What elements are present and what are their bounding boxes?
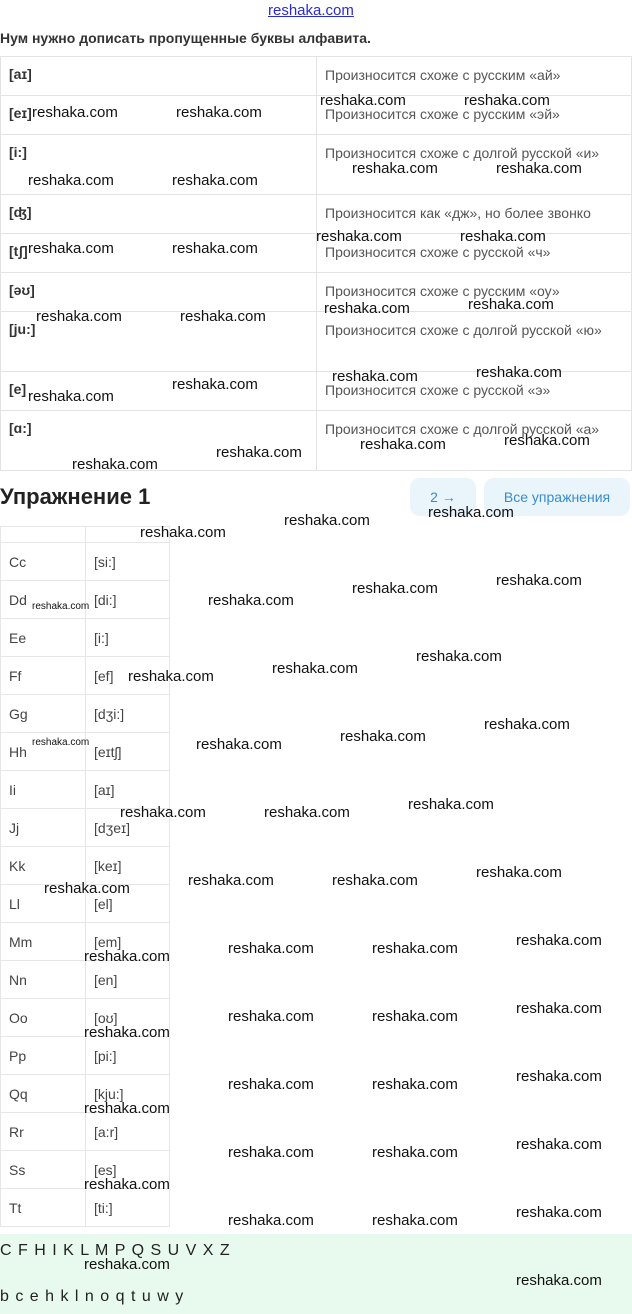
watermark: reshaka.com — [84, 1024, 170, 1041]
table-row — [1, 695, 170, 733]
watermark: reshaka.com — [324, 300, 410, 317]
letter-cell: Nn — [1, 961, 86, 999]
watermark: reshaka.com — [84, 1176, 170, 1193]
phonetic-description: Произносится схоже с долгой русской «и» — [317, 135, 632, 195]
watermark: reshaka.com — [360, 436, 446, 453]
transcription-cell: [es] — [86, 1151, 170, 1189]
transcription-cell: [keɪ] — [86, 847, 170, 885]
phonetic-description: Произносится схоже с русской «ч» — [317, 234, 632, 273]
transcription-cell: [el] — [86, 885, 170, 923]
alphabet-table — [0, 526, 170, 1227]
watermark: reshaka.com — [172, 172, 258, 189]
phonetic-symbol: [e] — [1, 372, 317, 411]
table-row — [1, 1113, 170, 1151]
phonetic-symbol: [ju:] — [1, 312, 317, 372]
watermark: reshaka.com — [32, 104, 118, 121]
watermark: reshaka.com — [228, 1076, 314, 1093]
letter-cell: Cc — [1, 543, 86, 581]
watermark: reshaka.com — [468, 296, 554, 313]
letter-cell: Rr — [1, 1113, 86, 1151]
watermark: reshaka.com — [372, 1144, 458, 1161]
table-row — [1, 581, 170, 619]
watermark: reshaka.com — [408, 796, 494, 813]
letter-cell: Ii — [1, 771, 86, 809]
watermark: reshaka.com — [284, 512, 370, 529]
next-exercise-button[interactable]: 2 → — [410, 478, 476, 516]
watermark: reshaka.com — [496, 160, 582, 177]
letter-cell: Ll — [1, 885, 86, 923]
watermark: reshaka.com — [516, 1136, 602, 1153]
watermark: reshaka.com — [504, 432, 590, 449]
phonetic-symbol: [ɑ:] — [1, 411, 317, 471]
letter-cell: Kk — [1, 847, 86, 885]
watermark: reshaka.com — [332, 368, 418, 385]
watermark: reshaka.com — [84, 1100, 170, 1117]
letter-cell: Oo — [1, 999, 86, 1037]
watermark: reshaka.com — [208, 592, 294, 609]
letter-cell: Ee — [1, 619, 86, 657]
watermark: reshaka.com — [216, 444, 302, 461]
watermark: reshaka.com — [228, 1212, 314, 1229]
table-row — [1, 543, 170, 581]
watermark: reshaka.com — [140, 524, 226, 541]
table-row — [1, 771, 170, 809]
watermark: reshaka.com — [228, 1008, 314, 1025]
phonetic-description: Произносится схоже с русским «оу» — [317, 273, 632, 312]
watermark: reshaka.com — [332, 872, 418, 889]
table-row — [1, 961, 170, 999]
transcription-cell: [i:] — [86, 619, 170, 657]
exercise-title: Упражнение 1 — [0, 484, 151, 509]
answer-lowercase: b c e h k l n o q t u w y — [0, 1288, 185, 1305]
letter-cell: Jj — [1, 809, 86, 847]
phonetic-description: Произносится схоже с долгой русской «а» — [317, 411, 632, 471]
phonetic-symbol: [eɪ] — [1, 96, 317, 135]
watermark: reshaka.com — [316, 228, 402, 245]
watermark: reshaka.com — [84, 948, 170, 965]
watermark: reshaka.com — [516, 932, 602, 949]
watermark: reshaka.com — [32, 601, 90, 612]
instruction-text: Нум нужно дописать пропущенные буквы алфавита. — [0, 30, 371, 46]
watermark: reshaka.com — [372, 1076, 458, 1093]
watermark: reshaka.com — [372, 1212, 458, 1229]
table-row — [1, 619, 170, 657]
watermark: reshaka.com — [228, 1144, 314, 1161]
watermark: reshaka.com — [272, 660, 358, 677]
watermark: reshaka.com — [28, 240, 114, 257]
watermark: reshaka.com — [44, 880, 130, 897]
watermark: reshaka.com — [428, 504, 514, 521]
watermark: reshaka.com — [176, 104, 262, 121]
phonetic-symbol: [tʃ] — [1, 234, 317, 273]
all-exercises-button[interactable]: Все упражнения — [484, 478, 630, 516]
watermark: reshaka.com — [196, 736, 282, 753]
watermark: reshaka.com — [228, 940, 314, 957]
transcription-cell: [di:] — [86, 581, 170, 619]
phonetic-description: Произносится схоже с русской «э» — [317, 372, 632, 411]
watermark: reshaka.com — [516, 1204, 602, 1221]
transcription-cell: [pi:] — [86, 1037, 170, 1075]
watermark: reshaka.com — [180, 308, 266, 325]
transcription-cell: [kju:] — [86, 1075, 170, 1113]
transcription-cell: [oʊ] — [86, 999, 170, 1037]
transcription-cell: [ef] — [86, 657, 170, 695]
watermark: reshaka.com — [36, 308, 122, 325]
transcription-cell: [si:] — [86, 543, 170, 581]
answer-uppercase: C F H I K L M P Q S U V X Z — [0, 1242, 231, 1259]
letter-cell: Gg — [1, 695, 86, 733]
transcription-cell: [dʒi:] — [86, 695, 170, 733]
watermark: reshaka.com — [460, 228, 546, 245]
letter-cell: Ss — [1, 1151, 86, 1189]
watermark: reshaka.com — [172, 240, 258, 257]
site-link[interactable]: reshaka.com — [268, 2, 354, 19]
watermark: reshaka.com — [496, 572, 582, 589]
watermark: reshaka.com — [72, 456, 158, 473]
letter-cell: Tt — [1, 1189, 86, 1227]
watermark: reshaka.com — [320, 92, 406, 109]
watermark: reshaka.com — [372, 1008, 458, 1025]
letter-cell: Dd — [1, 581, 86, 619]
phonetic-symbol: [ʤ] — [1, 195, 317, 234]
letter-cell: Mm — [1, 923, 86, 961]
watermark: reshaka.com — [120, 804, 206, 821]
watermark: reshaka.com — [352, 580, 438, 597]
phonetic-description: Произносится как «дж», но более звонко — [317, 195, 632, 234]
phonetic-description: Произносится схоже с русским «эй» — [317, 96, 632, 135]
transcription-cell: [eɪtʃ] — [86, 733, 170, 771]
phonetic-symbol: [aɪ] — [1, 57, 317, 96]
watermark: reshaka.com — [84, 1256, 170, 1273]
watermark: reshaka.com — [516, 1272, 602, 1289]
transcription-cell: [en] — [86, 961, 170, 999]
phonetic-description: Произносится схоже с долгой русской «ю» — [317, 312, 632, 372]
table-row — [1, 57, 632, 96]
transcription-cell: [ti:] — [86, 1189, 170, 1227]
watermark: reshaka.com — [516, 1068, 602, 1085]
watermark: reshaka.com — [172, 376, 258, 393]
watermark: reshaka.com — [484, 716, 570, 733]
letter-cell: Hh — [1, 733, 86, 771]
watermark: reshaka.com — [476, 364, 562, 381]
letter-cell: Pp — [1, 1037, 86, 1075]
watermark: reshaka.com — [32, 737, 90, 748]
phonetic-symbol: [i:] — [1, 135, 317, 195]
watermark: reshaka.com — [28, 172, 114, 189]
watermark: reshaka.com — [352, 160, 438, 177]
phonetic-description: Произносится схоже с русским «ай» — [317, 57, 632, 96]
transcription-cell: [em] — [86, 923, 170, 961]
letter-cell: Qq — [1, 1075, 86, 1113]
letter-cell: Ff — [1, 657, 86, 695]
watermark: reshaka.com — [28, 388, 114, 405]
watermark: reshaka.com — [464, 92, 550, 109]
watermark: reshaka.com — [188, 872, 274, 889]
table-row — [1, 1037, 170, 1075]
phonetic-symbol: [əʊ] — [1, 273, 317, 312]
transcription-cell: [a:r] — [86, 1113, 170, 1151]
watermark: reshaka.com — [264, 804, 350, 821]
watermark: reshaka.com — [516, 1000, 602, 1017]
transcription-cell: [dʒeɪ] — [86, 809, 170, 847]
transcription-cell: [aɪ] — [86, 771, 170, 809]
table-row — [1, 847, 170, 885]
watermark: reshaka.com — [476, 864, 562, 881]
table-row — [1, 1189, 170, 1227]
watermark: reshaka.com — [416, 648, 502, 665]
watermark: reshaka.com — [340, 728, 426, 745]
watermark: reshaka.com — [372, 940, 458, 957]
watermark: reshaka.com — [128, 668, 214, 685]
